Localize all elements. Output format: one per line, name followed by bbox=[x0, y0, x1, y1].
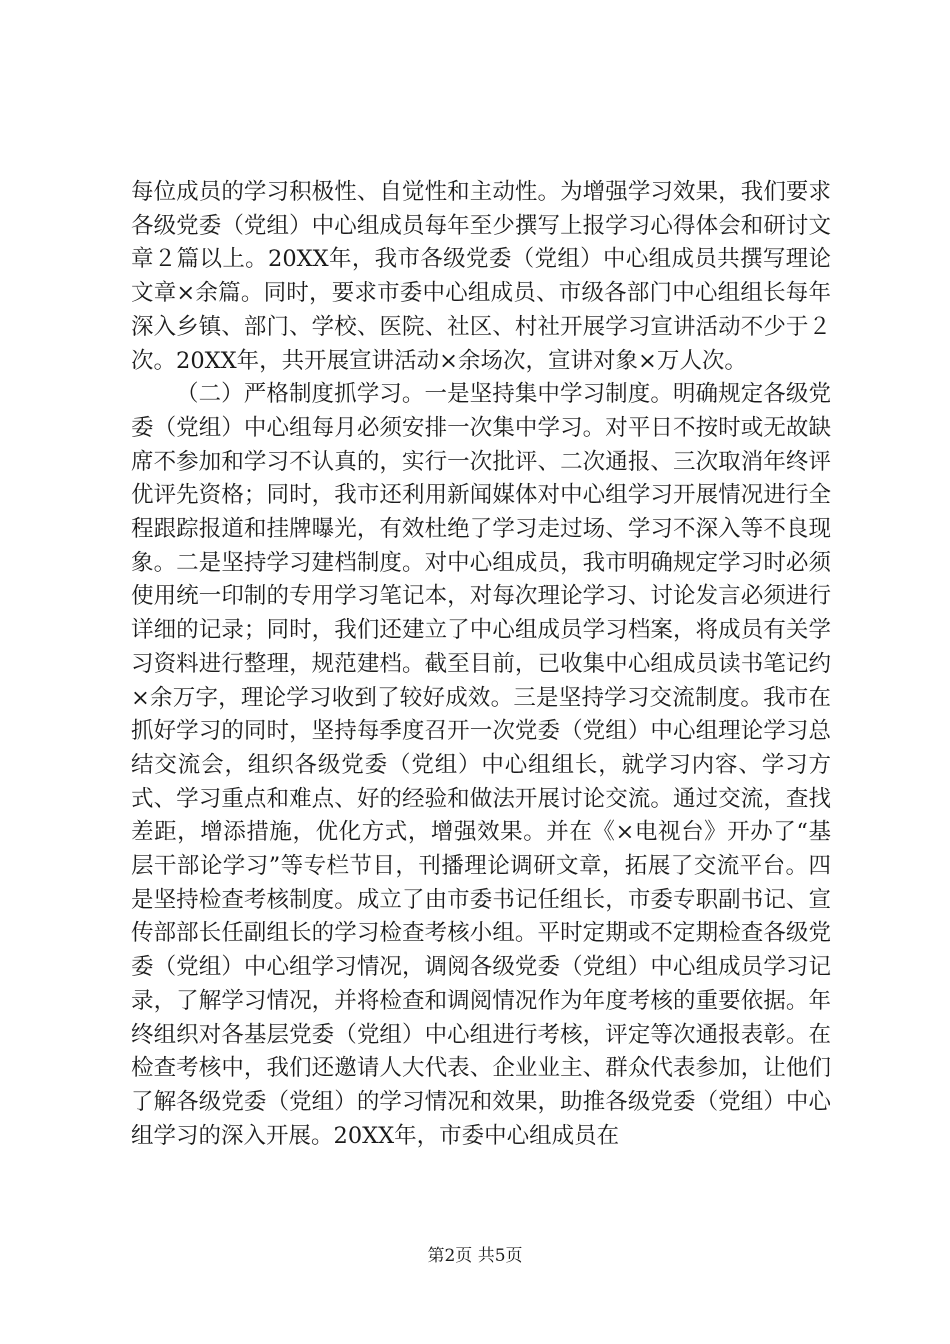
body-text bbox=[131, 176, 831, 1153]
paragraph-1: 每位成员的学习积极性、自觉性和主动性。为增强学习效果，我们要求各级党委（党组）中心组成员每年至少撰写上报学习心得体会和研讨文章２篇以上。20XX年，我市各级党委（党组）中心组成员共撰写理论文章×余篇。同时，要求市委中心组成员、市级各部门中心组组长每年深入乡镇、部门、学校、医院、社区、村社开展学习宣讲活动不少于２次。20XX年，共开展宣讲活动×余场次，宣讲对象×万人次。 bbox=[131, 179, 831, 374]
paragraph-2: （二）严格制度抓学习。一是坚持集中学习制度。明确规定各级党委（党组）中心组每月必须安排一次集中学习。对平日不按时或无故缺席不参加和学习不认真的，实行一次批评、二次通报、三次取消年终评优评先资格；同时，我市还利用新闻媒体对中心组学习开展情况进行全程跟踪报道和挂牌曝光，有效杜绝了学习走过场、学习不深入等不良现象。二是坚持学习建档制度。对中心组成员，我市明确规定学习时必须使用统一印制的专用学习笔记本，对每次理论学习、讨论发言必须进行详细的记录；同时，我们还建立了中心组成员学习档案，将成员有关学习资料进行整理，规范建档。截至目前，已收集中心组成员读书笔记约×余万字，理论学习收到了较好成效。三是坚持学习交流制度。我市在抓好学习的同时，坚持每季度召开一次党委（党组）中心组理论学习总结交流会，组织各级党委（党组）中心组组长，就学习内容、学习方式、学习重点和难点、好的经验和做法开展讨论交流。通过交流，查找差距，增添措施，优化方式，增强效果。并在《×电视台》开办了“基层干部论学习”等专栏节目，刊播理论调研文章，拓展了交流平台。四是坚持检查考核制度。成立了由市委书记任组长，市委专职副书记、宣传部部长任副组长的学习检查考核小组。平时定期或不定期检查各级党委（党组）中心组学习情况，调阅各级党委（党组）中心组成员学习记录，了解学习情况，并将检查和调阅情况作为年度考核的重要依据。年终组织对各基层党委（党组）中心组进行考核，评定等次通报表彰。在检查考核中，我们还邀请人大代表、企业业主、群众代表参加，让他们了解各级党委（党组）的学习情况和效果，助推各级党委（党组）中心组学习的深入开展。20XX年，市委中心组成员在 bbox=[131, 381, 831, 1149]
page-footer: 第2页 共5页 bbox=[427, 1246, 523, 1266]
